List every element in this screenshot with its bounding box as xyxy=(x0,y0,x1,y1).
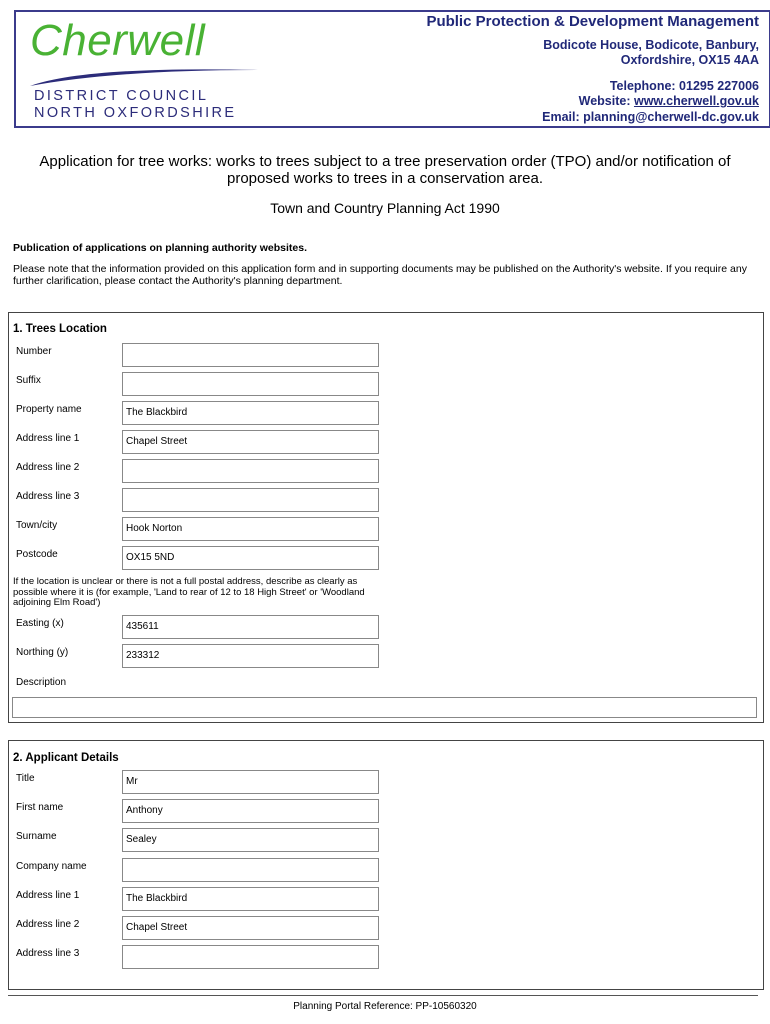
number-field[interactable] xyxy=(122,343,379,367)
label-address-line-1: Address line 1 xyxy=(16,433,80,444)
applicant-address-line-2-field[interactable]: Chapel Street xyxy=(122,916,379,940)
council-line-2: NORTH OXFORDSHIRE xyxy=(34,105,237,121)
company-name-field[interactable] xyxy=(122,858,379,882)
applicant-address-line-1-field[interactable]: The Blackbird xyxy=(122,887,379,911)
section-title: 1. Trees Location xyxy=(13,323,107,335)
form-title: Application for tree works: works to trees subject to a tree preservation order (TPO) and/or notification of proposed works to trees in a conservation area. xyxy=(39,153,731,187)
label-postcode: Postcode xyxy=(16,549,58,560)
first-name-field[interactable]: Anthony xyxy=(122,799,379,823)
label-applicant-address-line-1: Address line 1 xyxy=(16,890,80,901)
address-line-3-field[interactable] xyxy=(122,488,379,512)
publication-note: Please note that the information provided on this application form and in supporting documents may be published on the Authority's website. If you require any further clarification, please contact the Authority's planning department. xyxy=(13,263,747,287)
telephone: Telephone: 01295 227006 xyxy=(609,78,759,93)
label-town-city: Town/city xyxy=(16,520,58,531)
act-title: Town and Country Planning Act 1990 xyxy=(270,200,500,216)
label-description: Description xyxy=(16,677,67,688)
label-address-line-3: Address line 3 xyxy=(16,491,80,502)
address-line-2: Oxfordshire, OX15 4AA xyxy=(620,53,759,67)
council-name xyxy=(34,88,236,122)
address-line-2-field[interactable] xyxy=(122,459,379,483)
label-suffix: Suffix xyxy=(16,375,41,386)
label-property-name: Property name xyxy=(16,404,82,415)
label-applicant-address-line-3: Address line 3 xyxy=(16,948,80,959)
label-company-name: Company name xyxy=(16,861,87,872)
suffix-field[interactable] xyxy=(122,372,379,396)
town-city-field[interactable]: Hook Norton xyxy=(122,517,379,541)
email[interactable]: Email: planning@cherwell-dc.gov.uk xyxy=(542,109,759,124)
label-surname: Surname xyxy=(16,831,57,842)
northing-field[interactable]: 233312 xyxy=(122,644,379,668)
property-name-field[interactable]: The Blackbird xyxy=(122,401,379,425)
logo-swoosh-icon xyxy=(26,64,266,88)
council-logo-wordmark: Cherwell xyxy=(30,16,206,65)
applicant-address-line-3-field[interactable] xyxy=(122,945,379,969)
section-title: 2. Applicant Details xyxy=(13,752,119,764)
planning-portal-reference: Planning Portal Reference: PP-10560320 xyxy=(293,1001,477,1012)
address-line-1-field[interactable]: Chapel Street xyxy=(122,430,379,454)
address-line-1: Bodicote House, Bodicote, Banbury, xyxy=(543,37,759,52)
surname-field[interactable]: Sealey xyxy=(122,828,379,852)
postcode-field[interactable]: OX15 5ND xyxy=(122,546,379,570)
council-line-1: DISTRICT COUNCIL xyxy=(34,88,209,104)
publication-heading: Publication of applications on planning authority websites. xyxy=(13,242,308,254)
website-link[interactable]: www.cherwell.gov.uk xyxy=(633,94,759,108)
label-title: Title xyxy=(16,773,35,784)
department-contact xyxy=(426,14,759,125)
label-first-name: First name xyxy=(16,802,64,813)
location-hint: If the location is unclear or there is not a full postal address, describe as clearly as possible where it is (for example, 'Land to rear of 12 to 18 High Street' or 'Woodland adjoining Elm Road') xyxy=(13,576,365,608)
easting-field[interactable]: 435611 xyxy=(122,615,379,639)
label-number: Number xyxy=(16,346,52,357)
website-row xyxy=(426,94,759,110)
description-field[interactable] xyxy=(12,697,757,718)
title-field[interactable]: Mr xyxy=(122,770,379,794)
label-address-line-2: Address line 2 xyxy=(16,462,80,473)
footer-divider xyxy=(8,995,758,996)
label-easting: Easting (x) xyxy=(16,618,64,629)
label-applicant-address-line-2: Address line 2 xyxy=(16,919,80,930)
department-title: Public Protection & Development Management xyxy=(426,13,759,30)
website-label: Website: xyxy=(578,94,634,108)
letterhead xyxy=(14,10,770,128)
label-northing: Northing (y) xyxy=(16,647,69,658)
